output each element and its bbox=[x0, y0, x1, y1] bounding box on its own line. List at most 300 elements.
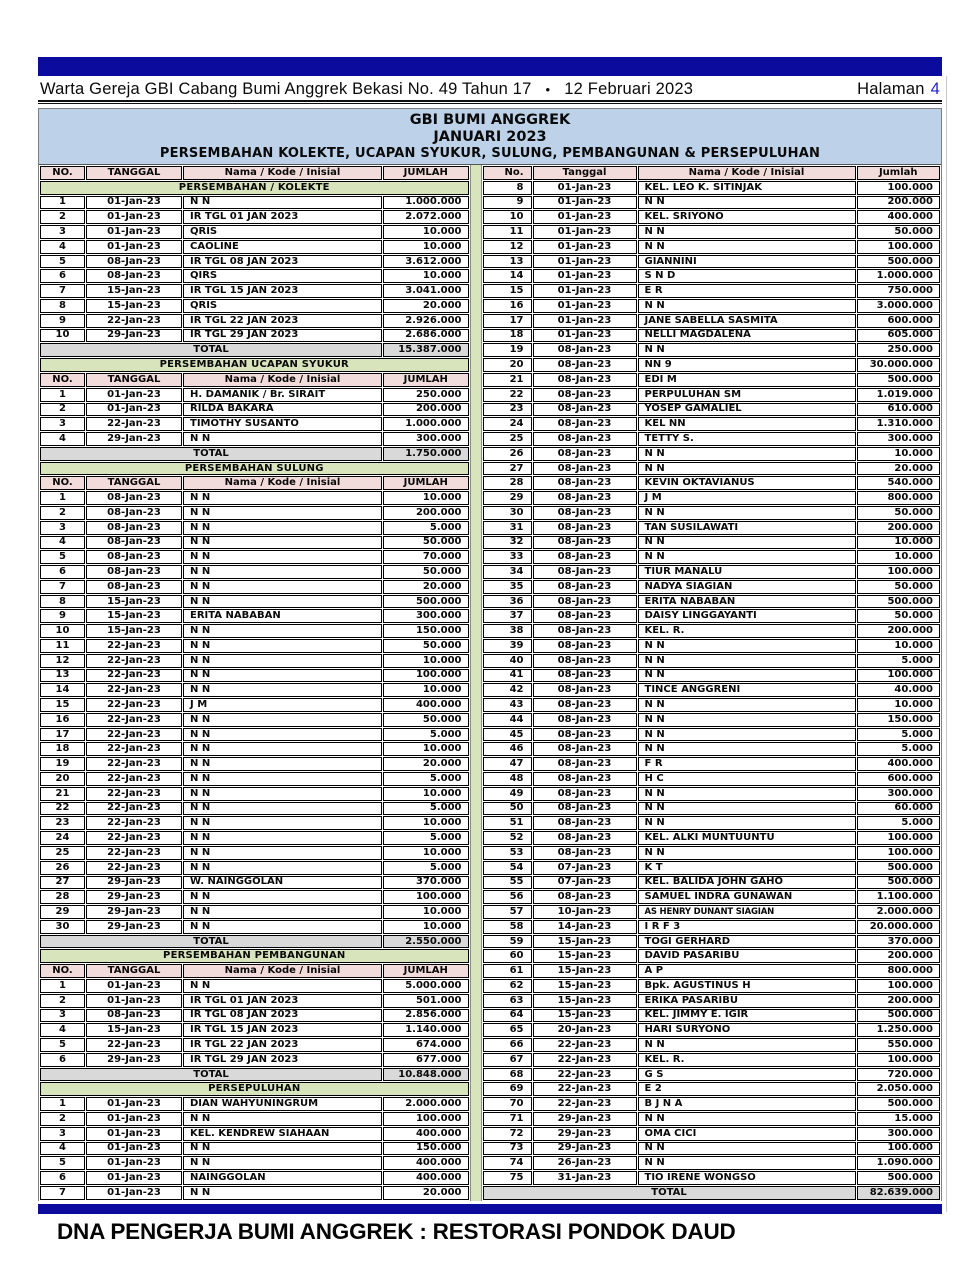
amount-cell: 10.000 bbox=[383, 905, 469, 919]
no-cell: 1 bbox=[40, 388, 85, 402]
table-row bbox=[483, 772, 940, 786]
amount-cell: 50.000 bbox=[383, 565, 469, 579]
no-cell: 19 bbox=[40, 757, 85, 771]
table-row bbox=[483, 816, 940, 830]
no-cell: 2 bbox=[40, 210, 85, 224]
table-row bbox=[483, 1097, 940, 1111]
name-cell: N N bbox=[638, 787, 856, 801]
no-cell: 7 bbox=[40, 284, 85, 298]
table-row bbox=[40, 1127, 469, 1141]
no-cell: 25 bbox=[40, 846, 85, 860]
no-cell: 17 bbox=[40, 728, 85, 742]
date-cell: 01-Jan-23 bbox=[533, 269, 637, 283]
table-row bbox=[483, 787, 940, 801]
name-cell: N N bbox=[183, 787, 382, 801]
column-header: Nama / Kode / Inisial bbox=[183, 166, 382, 180]
amount-cell: 200.000 bbox=[857, 196, 940, 210]
no-cell: 4 bbox=[40, 1142, 85, 1156]
table-row bbox=[40, 1038, 469, 1052]
no-cell: 6 bbox=[40, 1171, 85, 1185]
no-cell: 29 bbox=[483, 491, 532, 505]
amount-cell: 400.000 bbox=[383, 1171, 469, 1185]
name-cell: IR TGL 22 JAN 2023 bbox=[183, 314, 382, 328]
table-row bbox=[483, 373, 940, 387]
table-row bbox=[40, 772, 469, 786]
table-row bbox=[483, 550, 940, 564]
amount-cell: 15.000 bbox=[857, 1112, 940, 1126]
name-cell: GIANNINI bbox=[638, 255, 856, 269]
column-header-row bbox=[40, 373, 469, 387]
offerings-report-table bbox=[38, 108, 942, 1201]
table-row bbox=[483, 846, 940, 860]
total-row bbox=[40, 343, 469, 357]
column-header: Nama / Kode / Inisial bbox=[183, 373, 382, 387]
table-row bbox=[40, 403, 469, 417]
name-cell: TINCE ANGGRENI bbox=[638, 683, 856, 697]
date-cell: 22-Jan-23 bbox=[86, 742, 182, 756]
no-cell: 8 bbox=[40, 595, 85, 609]
no-cell: 24 bbox=[483, 417, 532, 431]
table-row bbox=[40, 890, 469, 904]
no-cell: 75 bbox=[483, 1171, 532, 1185]
amount-cell: 5.000 bbox=[383, 728, 469, 742]
table-row bbox=[483, 210, 940, 224]
table-row bbox=[40, 669, 469, 683]
date-cell: 01-Jan-23 bbox=[533, 240, 637, 254]
table-row bbox=[483, 269, 940, 283]
name-cell: ERITA NABABAN bbox=[638, 595, 856, 609]
no-cell: 11 bbox=[483, 225, 532, 239]
table-row bbox=[40, 225, 469, 239]
name-cell: N N bbox=[183, 654, 382, 668]
masthead-divider bbox=[38, 100, 942, 104]
name-cell: F R bbox=[638, 757, 856, 771]
table-row bbox=[483, 536, 940, 550]
date-cell: 08-Jan-23 bbox=[533, 595, 637, 609]
amount-cell: 50.000 bbox=[383, 536, 469, 550]
table-row bbox=[483, 979, 940, 993]
date-cell: 08-Jan-23 bbox=[533, 624, 637, 638]
amount-cell: 300.000 bbox=[383, 432, 469, 446]
no-cell: 4 bbox=[40, 240, 85, 254]
table-row bbox=[483, 299, 940, 313]
no-cell: 13 bbox=[40, 669, 85, 683]
amount-cell: 200.000 bbox=[857, 994, 940, 1008]
no-cell: 73 bbox=[483, 1142, 532, 1156]
name-cell: N N bbox=[183, 1186, 382, 1200]
amount-cell: 500.000 bbox=[857, 595, 940, 609]
no-cell: 37 bbox=[483, 609, 532, 623]
date-cell: 22-Jan-23 bbox=[86, 713, 182, 727]
name-cell: N N bbox=[638, 447, 856, 461]
name-cell: KEL. JIMMY E. IGIR bbox=[638, 1009, 856, 1023]
table-row bbox=[40, 1097, 469, 1111]
date-cell: 08-Jan-23 bbox=[533, 521, 637, 535]
total-row bbox=[40, 935, 469, 949]
name-cell: N N bbox=[183, 1142, 382, 1156]
name-cell: IR TGL 01 JAN 2023 bbox=[183, 994, 382, 1008]
amount-cell: 610.000 bbox=[857, 403, 940, 417]
no-cell: 72 bbox=[483, 1127, 532, 1141]
amount-cell: 40.000 bbox=[857, 683, 940, 697]
name-cell: N N bbox=[638, 240, 856, 254]
date-cell: 01-Jan-23 bbox=[533, 329, 637, 343]
date-cell: 08-Jan-23 bbox=[86, 255, 182, 269]
table-row bbox=[40, 417, 469, 431]
table-row bbox=[483, 388, 940, 402]
name-cell: YOSEP GAMALIEL bbox=[638, 403, 856, 417]
no-cell: 4 bbox=[40, 1023, 85, 1037]
name-cell: IR TGL 29 JAN 2023 bbox=[183, 329, 382, 343]
no-cell: 55 bbox=[483, 876, 532, 890]
no-cell: 9 bbox=[40, 314, 85, 328]
table-row bbox=[40, 876, 469, 890]
date-cell: 15-Jan-23 bbox=[86, 299, 182, 313]
date-cell: 29-Jan-23 bbox=[86, 890, 182, 904]
date-cell: 22-Jan-23 bbox=[86, 417, 182, 431]
name-cell: N N bbox=[638, 816, 856, 830]
table-row bbox=[40, 654, 469, 668]
amount-cell: 50.000 bbox=[857, 506, 940, 520]
name-cell: N N bbox=[638, 639, 856, 653]
no-cell: 3 bbox=[40, 417, 85, 431]
name-cell: N N bbox=[183, 506, 382, 520]
date-cell: 22-Jan-23 bbox=[86, 683, 182, 697]
table-row bbox=[40, 521, 469, 535]
name-cell: N N bbox=[183, 772, 382, 786]
amount-cell: 100.000 bbox=[857, 669, 940, 683]
column-header: Nama / Kode / Inisial bbox=[638, 166, 856, 180]
column-header-row bbox=[40, 476, 469, 490]
date-cell: 22-Jan-23 bbox=[86, 698, 182, 712]
name-cell: QIRS bbox=[183, 269, 382, 283]
name-cell: ERITA NABABAN bbox=[183, 609, 382, 623]
column-header: Tanggal bbox=[533, 166, 637, 180]
no-cell: 20 bbox=[40, 772, 85, 786]
right-offerings-table bbox=[482, 165, 941, 1201]
no-cell: 3 bbox=[40, 1127, 85, 1141]
date-cell: 08-Jan-23 bbox=[86, 565, 182, 579]
amount-cell: 200.000 bbox=[857, 521, 940, 535]
date-cell: 08-Jan-23 bbox=[533, 462, 637, 476]
date-cell: 29-Jan-23 bbox=[86, 329, 182, 343]
no-cell: 10 bbox=[40, 624, 85, 638]
amount-cell: 5.000 bbox=[857, 816, 940, 830]
no-cell: 22 bbox=[483, 388, 532, 402]
no-cell: 2 bbox=[40, 1112, 85, 1126]
table-row bbox=[483, 447, 940, 461]
amount-cell: 10.000 bbox=[857, 550, 940, 564]
no-cell: 21 bbox=[483, 373, 532, 387]
table-row bbox=[483, 255, 940, 269]
table-row bbox=[40, 255, 469, 269]
date-cell: 08-Jan-23 bbox=[533, 669, 637, 683]
date-cell: 01-Jan-23 bbox=[533, 314, 637, 328]
date-cell: 01-Jan-23 bbox=[86, 1127, 182, 1141]
name-cell: N N bbox=[183, 550, 382, 564]
date-cell: 15-Jan-23 bbox=[86, 1023, 182, 1037]
table-row bbox=[483, 831, 940, 845]
name-cell: AS HENRY DUNANT SIAGIAN bbox=[638, 905, 856, 919]
name-cell: IR TGL 08 JAN 2023 bbox=[183, 255, 382, 269]
no-cell: 27 bbox=[40, 876, 85, 890]
name-cell: PERPULUHAN SM bbox=[638, 388, 856, 402]
date-cell: 08-Jan-23 bbox=[86, 536, 182, 550]
date-cell: 15-Jan-23 bbox=[533, 994, 637, 1008]
name-cell: KEL. SRIYONO bbox=[638, 210, 856, 224]
no-cell: 43 bbox=[483, 698, 532, 712]
date-cell: 22-Jan-23 bbox=[533, 1068, 637, 1082]
no-cell: 64 bbox=[483, 1009, 532, 1023]
column-header: JUMLAH bbox=[383, 373, 469, 387]
date-cell: 22-Jan-23 bbox=[86, 802, 182, 816]
table-row bbox=[40, 595, 469, 609]
no-cell: 15 bbox=[483, 284, 532, 298]
column-header-row bbox=[483, 166, 940, 180]
no-cell: 5 bbox=[40, 1038, 85, 1052]
date-cell: 08-Jan-23 bbox=[533, 831, 637, 845]
amount-cell: 550.000 bbox=[857, 1038, 940, 1052]
amount-cell: 10.000 bbox=[383, 846, 469, 860]
date-cell: 08-Jan-23 bbox=[533, 890, 637, 904]
amount-cell: 540.000 bbox=[857, 476, 940, 490]
table-row bbox=[40, 802, 469, 816]
date-cell: 01-Jan-23 bbox=[86, 1112, 182, 1126]
date-cell: 22-Jan-23 bbox=[86, 861, 182, 875]
amount-cell: 5.000 bbox=[383, 772, 469, 786]
no-cell: 1 bbox=[40, 491, 85, 505]
amount-cell: 674.000 bbox=[383, 1038, 469, 1052]
name-cell: NN 9 bbox=[638, 358, 856, 372]
amount-cell: 1.000.000 bbox=[857, 269, 940, 283]
amount-cell: 100.000 bbox=[857, 181, 940, 195]
table-row bbox=[40, 299, 469, 313]
no-cell: 33 bbox=[483, 550, 532, 564]
date-cell: 08-Jan-23 bbox=[533, 728, 637, 742]
date-cell: 15-Jan-23 bbox=[533, 949, 637, 963]
total-amount: 82.639.000 bbox=[857, 1186, 940, 1200]
no-cell: 7 bbox=[40, 1186, 85, 1200]
no-cell: 2 bbox=[40, 506, 85, 520]
name-cell: N N bbox=[183, 890, 382, 904]
name-cell: KEL NN bbox=[638, 417, 856, 431]
amount-cell: 2.926.000 bbox=[383, 314, 469, 328]
amount-cell: 50.000 bbox=[857, 609, 940, 623]
table-row bbox=[40, 1156, 469, 1170]
amount-cell: 100.000 bbox=[857, 565, 940, 579]
amount-cell: 400.000 bbox=[383, 1127, 469, 1141]
date-cell: 22-Jan-23 bbox=[533, 1038, 637, 1052]
amount-cell: 1.100.000 bbox=[857, 890, 940, 904]
table-row bbox=[483, 225, 940, 239]
no-cell: 26 bbox=[40, 861, 85, 875]
amount-cell: 500.000 bbox=[857, 1009, 940, 1023]
name-cell: N N bbox=[183, 979, 382, 993]
date-cell: 01-Jan-23 bbox=[86, 1186, 182, 1200]
no-cell: 23 bbox=[40, 816, 85, 830]
page-number: 4 bbox=[930, 79, 940, 98]
amount-cell: 5.000 bbox=[383, 521, 469, 535]
name-cell: N N bbox=[183, 639, 382, 653]
no-cell: 3 bbox=[40, 225, 85, 239]
date-cell: 01-Jan-23 bbox=[86, 196, 182, 210]
amount-cell: 70.000 bbox=[383, 550, 469, 564]
amount-cell: 5.000 bbox=[383, 802, 469, 816]
section-title: PERSEMBAHAN SULUNG bbox=[40, 462, 469, 476]
amount-cell: 20.000.000 bbox=[857, 920, 940, 934]
table-row bbox=[483, 728, 940, 742]
bullet-separator: • bbox=[545, 81, 551, 97]
amount-cell: 5.000 bbox=[857, 654, 940, 668]
amount-cell: 1.000.000 bbox=[383, 196, 469, 210]
date-cell: 22-Jan-23 bbox=[533, 1053, 637, 1067]
name-cell: KEL. LEO K. SITINJAK bbox=[638, 181, 856, 195]
column-header: JUMLAH bbox=[383, 964, 469, 978]
name-cell: N N bbox=[183, 580, 382, 594]
date-cell: 22-Jan-23 bbox=[86, 772, 182, 786]
table-row bbox=[483, 876, 940, 890]
table-row bbox=[40, 624, 469, 638]
no-cell: 42 bbox=[483, 683, 532, 697]
date-cell: 08-Jan-23 bbox=[86, 550, 182, 564]
column-header: JUMLAH bbox=[383, 166, 469, 180]
no-cell: 25 bbox=[483, 432, 532, 446]
name-cell: ERIKA PASARIBU bbox=[638, 994, 856, 1008]
date-cell: 08-Jan-23 bbox=[533, 772, 637, 786]
table-row bbox=[483, 314, 940, 328]
name-cell: N N bbox=[638, 713, 856, 727]
no-cell: 4 bbox=[40, 432, 85, 446]
total-label: TOTAL bbox=[40, 1068, 382, 1082]
date-cell: 29-Jan-23 bbox=[533, 1142, 637, 1156]
no-cell: 71 bbox=[483, 1112, 532, 1126]
date-cell: 01-Jan-23 bbox=[533, 255, 637, 269]
masthead-date: 12 Februari 2023 bbox=[564, 79, 694, 98]
amount-cell: 500.000 bbox=[383, 595, 469, 609]
name-cell: DAISY LINGGAYANTI bbox=[638, 609, 856, 623]
table-row bbox=[483, 609, 940, 623]
no-cell: 27 bbox=[483, 462, 532, 476]
amount-cell: 500.000 bbox=[857, 861, 940, 875]
name-cell: N N bbox=[638, 299, 856, 313]
date-cell: 08-Jan-23 bbox=[533, 713, 637, 727]
amount-cell: 1.019.000 bbox=[857, 388, 940, 402]
no-cell: 28 bbox=[40, 890, 85, 904]
amount-cell: 400.000 bbox=[857, 757, 940, 771]
date-cell: 08-Jan-23 bbox=[533, 846, 637, 860]
name-cell: QRIS bbox=[183, 299, 382, 313]
table-row bbox=[483, 935, 940, 949]
name-cell: N N bbox=[638, 1038, 856, 1052]
name-cell: N N bbox=[183, 491, 382, 505]
amount-cell: 1.090.000 bbox=[857, 1156, 940, 1170]
column-gutter bbox=[470, 165, 482, 1201]
table-row bbox=[40, 831, 469, 845]
table-row bbox=[40, 742, 469, 756]
amount-cell: 5.000 bbox=[857, 728, 940, 742]
name-cell: N N bbox=[183, 595, 382, 609]
name-cell: N N bbox=[638, 550, 856, 564]
no-cell: 56 bbox=[483, 890, 532, 904]
name-cell: N N bbox=[638, 225, 856, 239]
name-cell: J M bbox=[183, 698, 382, 712]
date-cell: 01-Jan-23 bbox=[86, 403, 182, 417]
amount-cell: 10.000 bbox=[383, 816, 469, 830]
column-header: JUMLAH bbox=[383, 476, 469, 490]
amount-cell: 100.000 bbox=[857, 240, 940, 254]
no-cell: 41 bbox=[483, 669, 532, 683]
column-header: NO. bbox=[40, 373, 85, 387]
amount-cell: 370.000 bbox=[857, 935, 940, 949]
date-cell: 26-Jan-23 bbox=[533, 1156, 637, 1170]
amount-cell: 1.140.000 bbox=[383, 1023, 469, 1037]
table-row bbox=[483, 1142, 940, 1156]
amount-cell: 500.000 bbox=[857, 373, 940, 387]
name-cell: HARI SURYONO bbox=[638, 1023, 856, 1037]
name-cell: OMA CICI bbox=[638, 1127, 856, 1141]
amount-cell: 50.000 bbox=[383, 713, 469, 727]
date-cell: 01-Jan-23 bbox=[86, 1171, 182, 1185]
date-cell: 08-Jan-23 bbox=[533, 565, 637, 579]
table-row bbox=[483, 1038, 940, 1052]
amount-cell: 3.000.000 bbox=[857, 299, 940, 313]
date-cell: 08-Jan-23 bbox=[533, 343, 637, 357]
name-cell: NELLI MAGDALENA bbox=[638, 329, 856, 343]
table-row bbox=[40, 1053, 469, 1067]
amount-cell: 400.000 bbox=[383, 1156, 469, 1170]
amount-cell: 2.050.000 bbox=[857, 1082, 940, 1096]
name-cell: IR TGL 29 JAN 2023 bbox=[183, 1053, 382, 1067]
amount-cell: 20.000 bbox=[383, 299, 469, 313]
no-cell: 36 bbox=[483, 595, 532, 609]
masthead-title: Warta Gereja GBI Cabang Bumi Anggrek Bekasi No. 49 Tahun 17 bbox=[40, 79, 532, 98]
amount-cell: 3.612.000 bbox=[383, 255, 469, 269]
date-cell: 29-Jan-23 bbox=[533, 1112, 637, 1126]
name-cell: N N bbox=[183, 196, 382, 210]
total-amount: 10.848.000 bbox=[383, 1068, 469, 1082]
no-cell: 29 bbox=[40, 905, 85, 919]
section-title: PERSEMBAHAN PEMBANGUNAN bbox=[40, 949, 469, 963]
no-cell: 53 bbox=[483, 846, 532, 860]
table-row bbox=[40, 1023, 469, 1037]
amount-cell: 370.000 bbox=[383, 876, 469, 890]
date-cell: 01-Jan-23 bbox=[533, 225, 637, 239]
column-header: TANGGAL bbox=[86, 166, 182, 180]
table-row bbox=[483, 698, 940, 712]
table-row bbox=[483, 1112, 940, 1126]
amount-cell: 10.000 bbox=[383, 269, 469, 283]
no-cell: 1 bbox=[40, 1097, 85, 1111]
amount-cell: 400.000 bbox=[857, 210, 940, 224]
column-header: Jumlah bbox=[857, 166, 940, 180]
name-cell: N N bbox=[638, 506, 856, 520]
amount-cell: 10.000 bbox=[383, 225, 469, 239]
amount-cell: 100.000 bbox=[383, 669, 469, 683]
date-cell: 22-Jan-23 bbox=[86, 314, 182, 328]
amount-cell: 10.000 bbox=[383, 240, 469, 254]
amount-cell: 200.000 bbox=[857, 624, 940, 638]
no-cell: 24 bbox=[40, 831, 85, 845]
date-cell: 08-Jan-23 bbox=[533, 757, 637, 771]
table-row bbox=[483, 802, 940, 816]
amount-cell: 150.000 bbox=[383, 1142, 469, 1156]
name-cell: E R bbox=[638, 284, 856, 298]
table-row bbox=[483, 905, 940, 919]
no-cell: 1 bbox=[40, 196, 85, 210]
amount-cell: 1.250.000 bbox=[857, 1023, 940, 1037]
column-header: TANGGAL bbox=[86, 476, 182, 490]
date-cell: 08-Jan-23 bbox=[86, 580, 182, 594]
